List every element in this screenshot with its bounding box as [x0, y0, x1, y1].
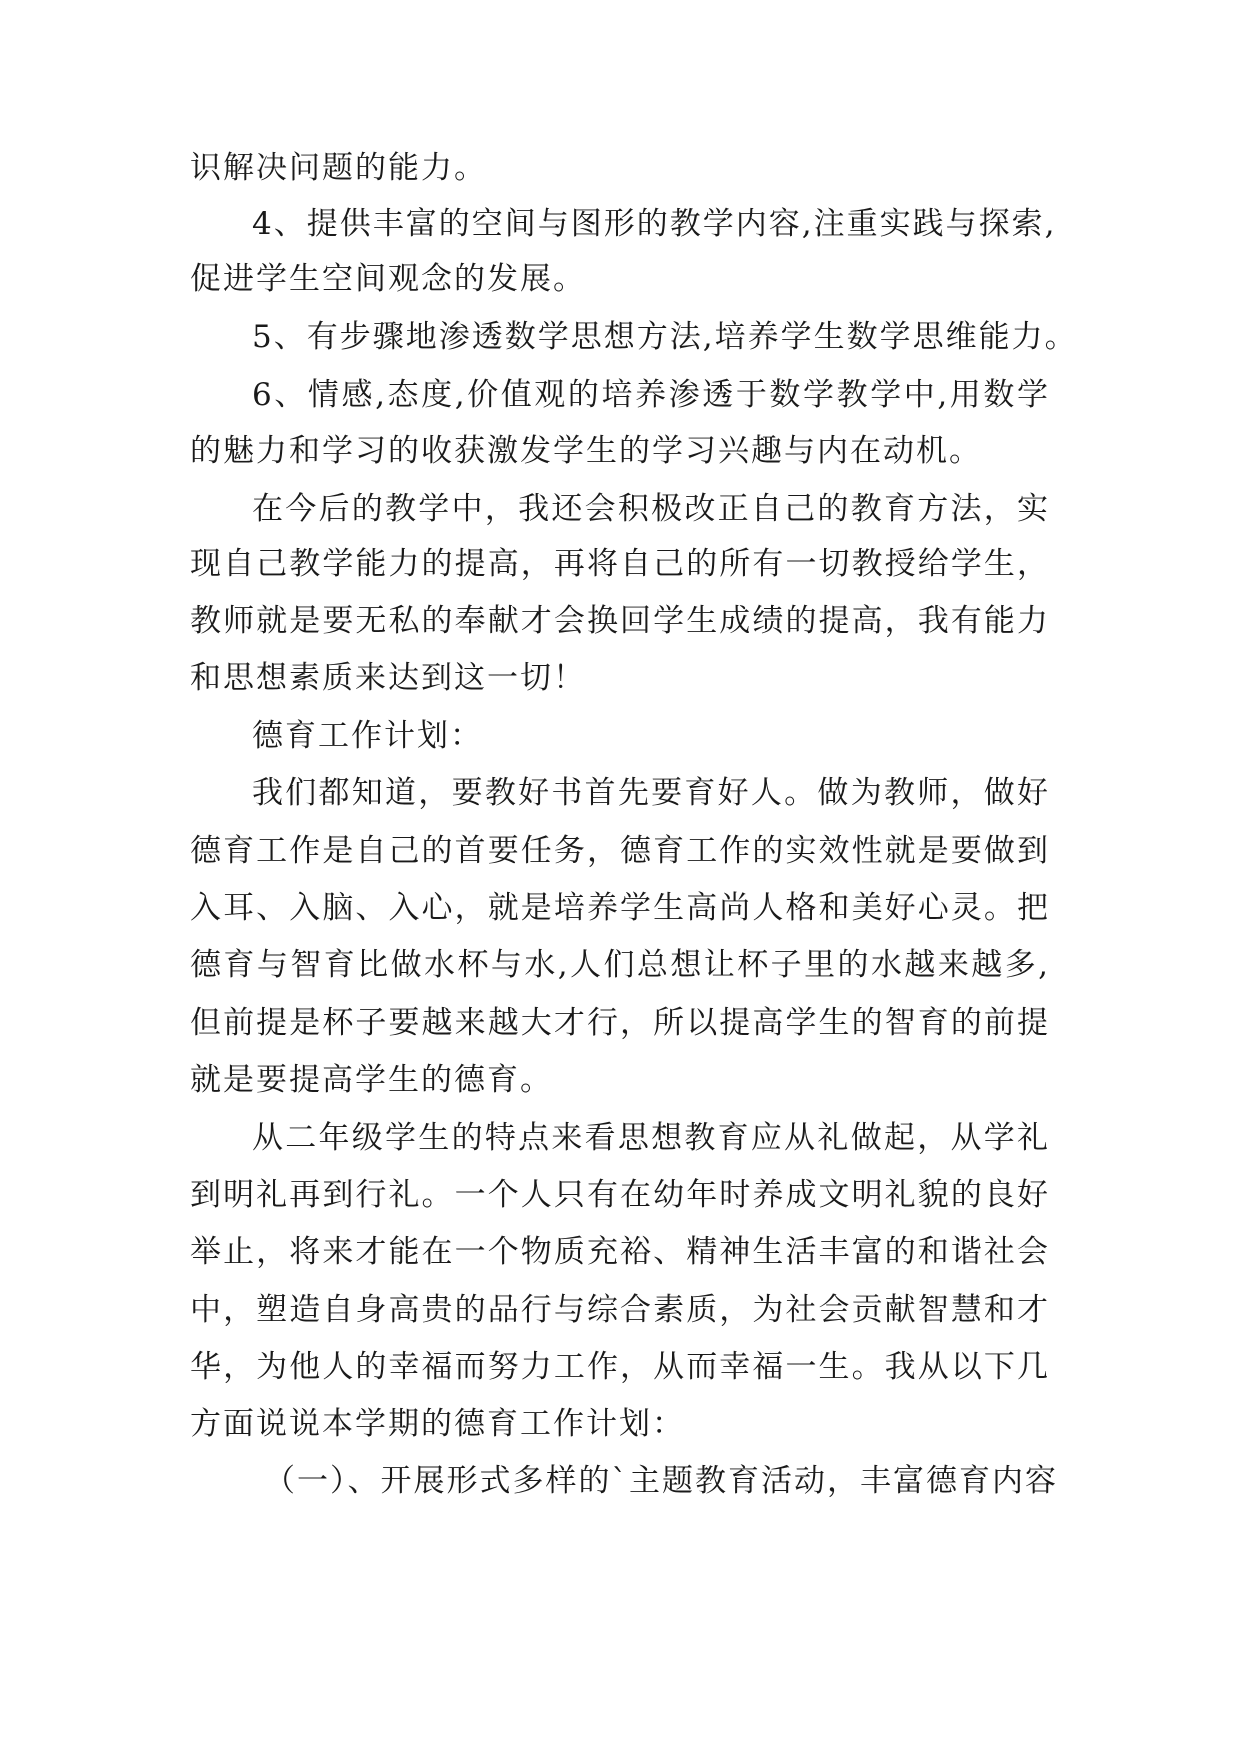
text-line: 4、提供丰富的空间与图形的教学内容,注重实践与探索,	[252, 206, 1057, 242]
text-line: 方面说说本学期的德育工作计划：	[190, 1406, 685, 1442]
text-line: 我们都知道，要教好书首先要育好人。做为教师，做好	[252, 775, 1050, 811]
text-line: 现自己教学能力的提高，再将自己的所有一切教授给学生，	[190, 546, 1050, 582]
text-line: 6、情感,态度,价值观的培养渗透于数学教学中,用数学	[252, 377, 1050, 413]
text-line: 但前提是杯子要越来越大才行，所以提高学生的智育的前提	[190, 1005, 1050, 1041]
section-heading: 德育工作计划：	[252, 718, 483, 754]
text-line: 促进学生空间观念的发展。	[190, 261, 586, 297]
text-line: 中，塑造自身高贵的品行与综合素质，为社会贡献智慧和才	[190, 1292, 1050, 1328]
text-line: 5、有步骤地渗透数学思想方法,培养学生数学思维能力。	[252, 319, 1078, 355]
text-line: 举止，将来才能在一个物质充裕、精神生活丰富的和谐社会	[190, 1234, 1050, 1270]
text-line: 的魅力和学习的收获激发学生的学习兴趣与内在动机。	[190, 433, 982, 469]
text-line: 在今后的教学中，我还会积极改正自己的教育方法，实	[252, 491, 1050, 527]
text-line: 入耳、入脑、入心，就是培养学生高尚人格和美好心灵。把	[190, 890, 1050, 926]
text-line: 德育工作是自己的首要任务，德育工作的实效性就是要做到	[190, 833, 1050, 869]
text-line: 和思想素质来达到这一切！	[190, 660, 586, 696]
text-line: 识解决问题的能力。	[190, 150, 487, 186]
text-line: 教师就是要无私的奉献才会换回学生成绩的提高，我有能力	[190, 603, 1050, 639]
text-line: 就是要提高学生的德育。	[190, 1062, 553, 1098]
text-line: 从二年级学生的特点来看思想教育应从礼做起，从学礼	[252, 1120, 1050, 1156]
section-subheading: （一）、开展形式多样的`主题教育活动，丰富德育内容	[264, 1463, 1058, 1499]
text-line: 到明礼再到行礼。一个人只有在幼年时养成文明礼貌的良好	[190, 1177, 1050, 1213]
text-line: 德育与智育比做水杯与水,人们总想让杯子里的水越来越多,	[190, 947, 1050, 983]
text-line: 华，为他人的幸福而努力工作，从而幸福一生。我从以下几	[190, 1349, 1050, 1385]
